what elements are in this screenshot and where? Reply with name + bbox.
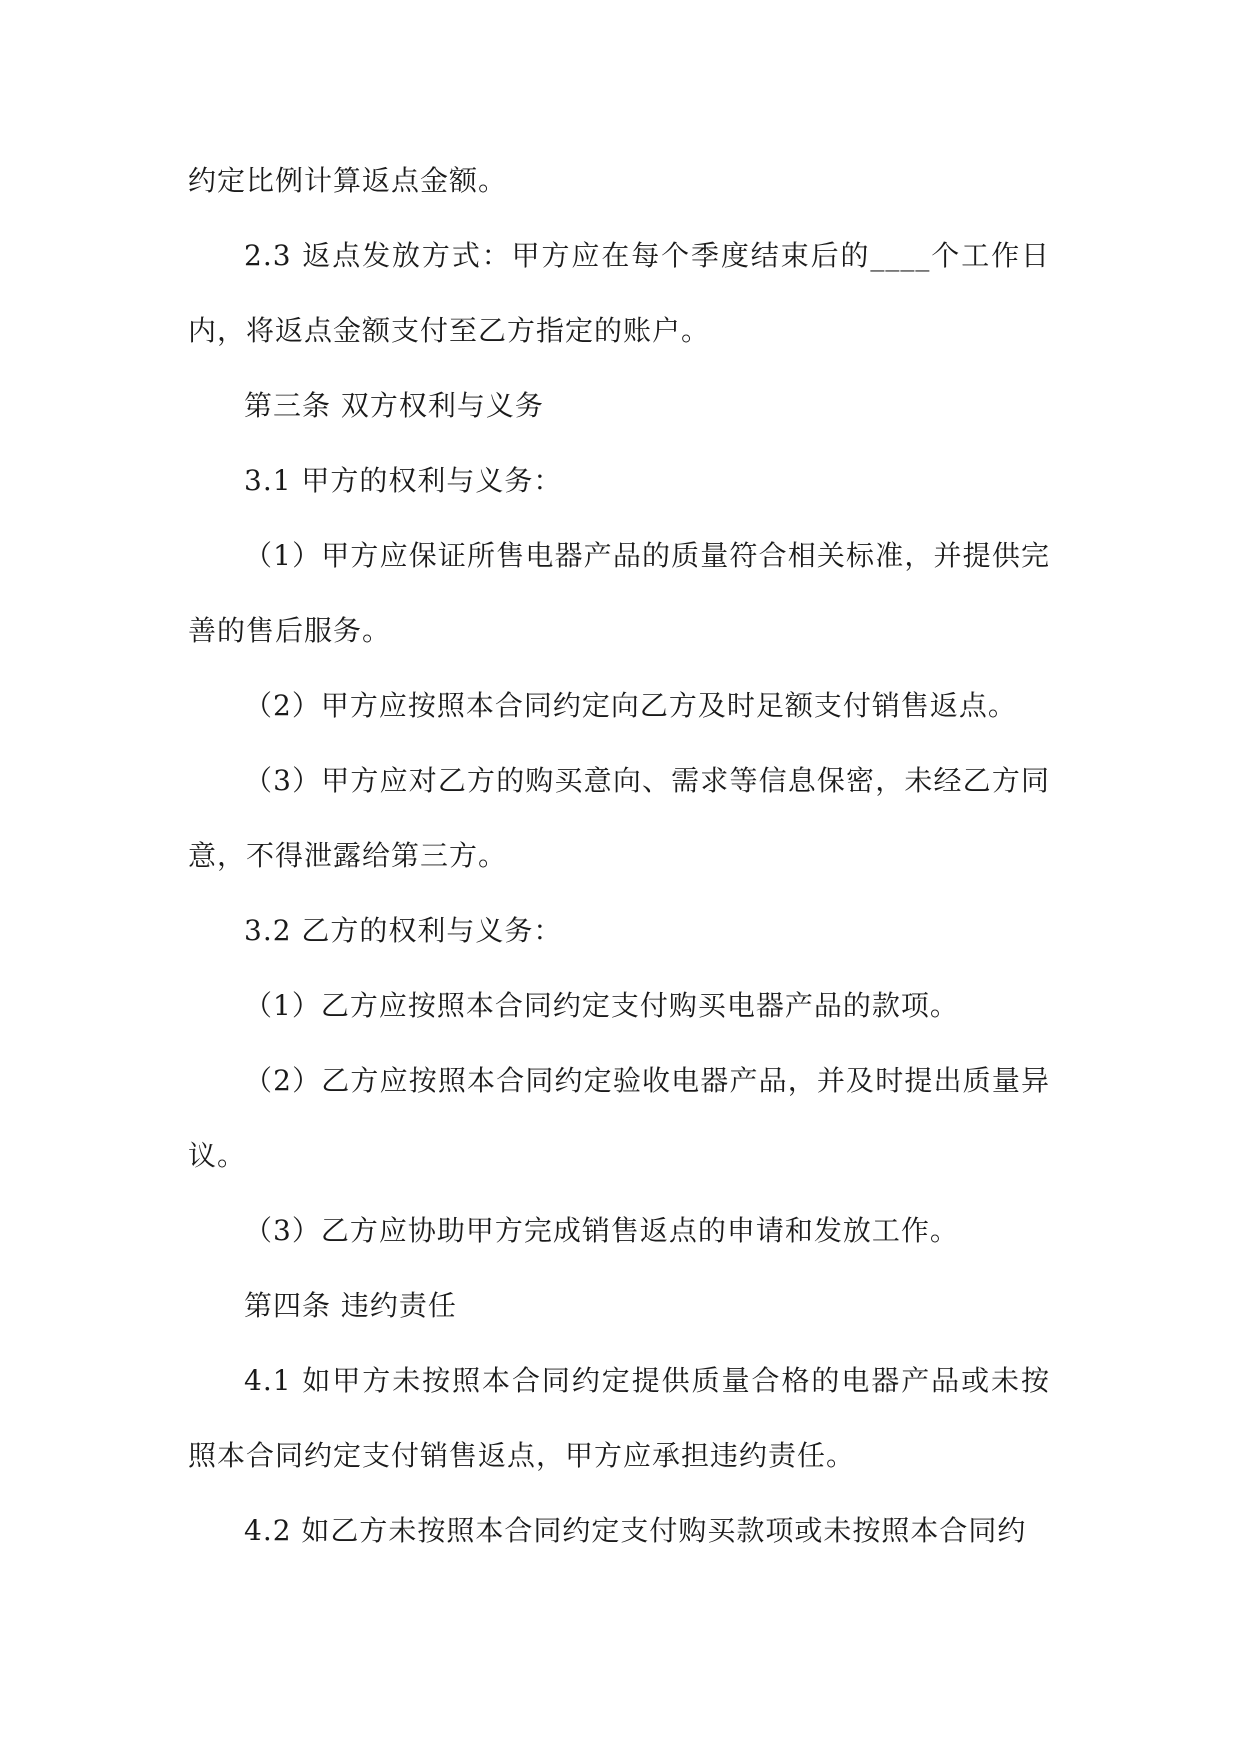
section-3-2-heading: 3.2 乙方的权利与义务： bbox=[244, 914, 563, 947]
clause-4-1: 4.1 如甲方未按照本合同约定提供质量合格的电器产品或未按照本合同约定支付销售返点，甲方应承担违约责任。 bbox=[188, 1364, 1050, 1472]
paragraph-rebate-payment: 2.3 返点发放方式：甲方应在每个季度结束后的____个工作日内，将返点金额支付至乙方指定的账户。 bbox=[188, 239, 1050, 347]
clause-3-1-1: （1）甲方应保证所售电器产品的质量符合相关标准，并提供完善的售后服务。 bbox=[188, 539, 1050, 647]
clause-3-2-1: （1）乙方应按照本合同约定支付购买电器产品的款项。 bbox=[244, 989, 959, 1022]
clause-3-2-3: （3）乙方应协助甲方完成销售返点的申请和发放工作。 bbox=[244, 1214, 959, 1247]
clause-3-1-2: （2）甲方应按照本合同约定向乙方及时足额支付销售返点。 bbox=[244, 689, 1017, 722]
section-3-1-heading: 3.1 甲方的权利与义务： bbox=[244, 464, 563, 497]
article-3-heading: 第三条 双方权利与义务 bbox=[244, 389, 544, 422]
clause-3-2-2: （2）乙方应按照本合同约定验收电器产品，并及时提出质量异议。 bbox=[188, 1064, 1050, 1172]
document-body bbox=[188, 143, 1050, 1568]
paragraph-0: 约定比例计算返点金额。 bbox=[188, 164, 508, 197]
clause-3-1-3: （3）甲方应对乙方的购买意向、需求等信息保密，未经乙方同意，不得泄露给第三方。 bbox=[188, 764, 1050, 872]
article-4-heading: 第四条 违约责任 bbox=[244, 1289, 457, 1322]
clause-4-2: 4.2 如乙方未按照本合同约定支付购买款项或未按照本合同约 bbox=[244, 1514, 1027, 1547]
